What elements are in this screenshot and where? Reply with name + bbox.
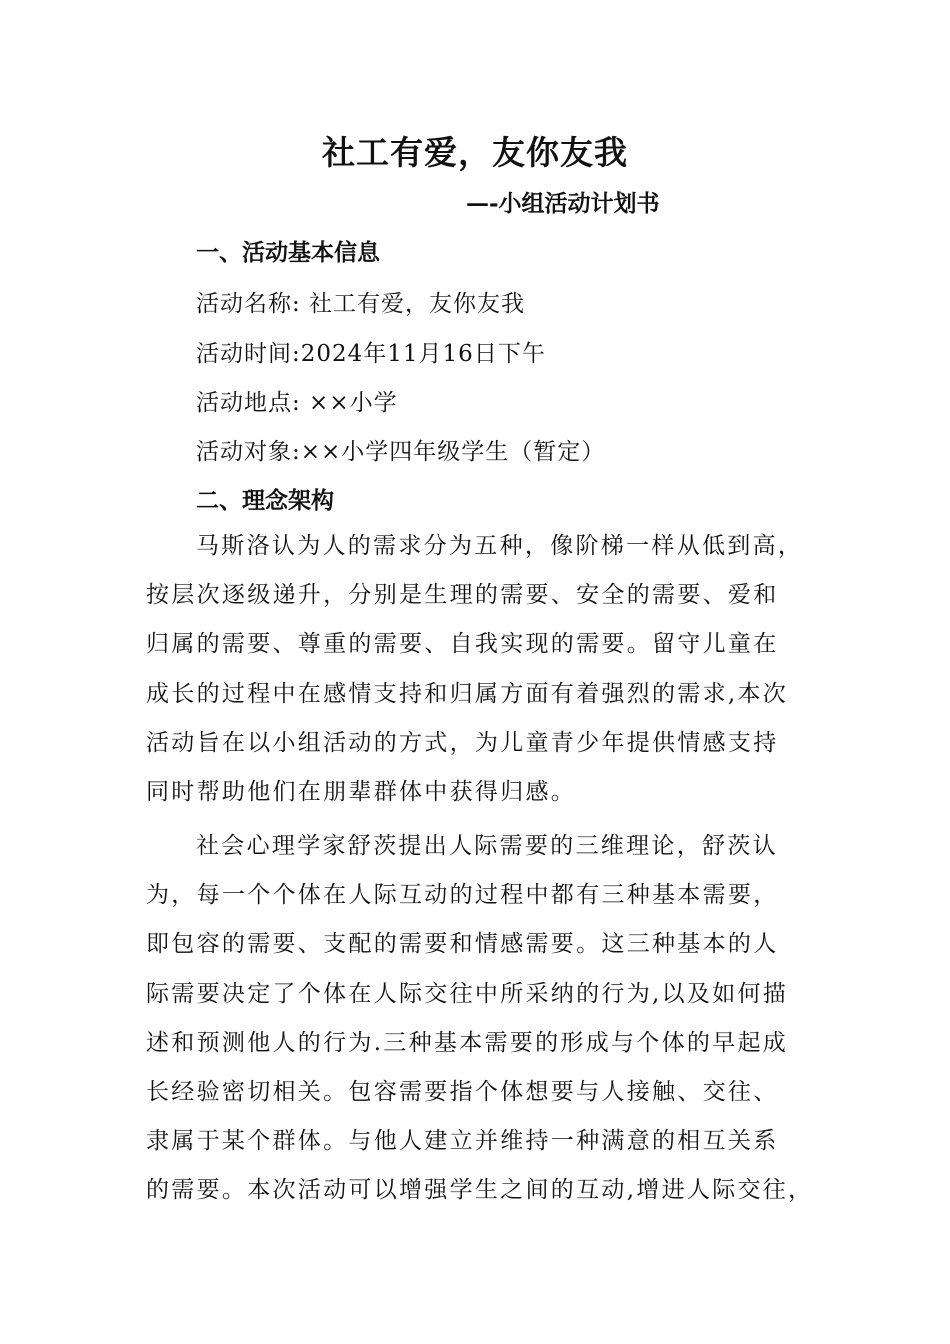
paragraph-line: 述和预测他人的行为.三种基本需要的形成与个体的早起成 [146, 1029, 789, 1056]
section-heading-basic-info: 一、活动基本信息 [196, 240, 380, 266]
paragraph-line: 归属的需要、尊重的需要、自我实现的需要。留守儿童在 [146, 631, 779, 658]
paragraph-line: 隶属于某个群体。与他人建立并维持一种满意的相互关系 [146, 1128, 779, 1155]
paragraph-line: 长经验密切相关。包容需要指个体想要与人接触、交往、 [146, 1078, 779, 1105]
document-title: 社工有爱，友你友我 [322, 133, 628, 172]
paragraph-line: 同时帮助他们在朋辈群体中获得归感。 [146, 778, 577, 805]
paragraph-line: 即包容的需要、支配的需要和情感需要。这三种基本的人 [146, 931, 779, 958]
paragraph-line: 的需要。本次活动可以增强学生之间的互动,增进人际交往， [146, 1177, 814, 1204]
paragraph-line: 社会心理学家舒茨提出人际需要的三维理论，舒茨认 [196, 833, 778, 859]
document-subtitle: —-小组活动计划书 [466, 190, 660, 217]
info-activity-time: 活动时间:2024年11月16日下午 [196, 341, 546, 367]
paragraph-line: 按层次逐级递升，分别是生理的需要、安全的需要、爱和 [146, 582, 779, 609]
paragraph-schutz [146, 822, 822, 1216]
paragraph-line: 际需要决定了个体在人际交往中所采纳的行为,以及如何描 [146, 980, 789, 1007]
info-activity-location: 活动地点: ××小学 [196, 390, 398, 416]
paragraph-line: 成长的过程中在感情支持和归属方面有着强烈的需求,本次 [146, 680, 789, 707]
paragraph-line: 活动旨在以小组活动的方式，为儿童青少年提供情感支持 [146, 729, 779, 756]
paragraph-line: 为，每一个个体在人际互动的过程中都有三种基本需要， [146, 882, 779, 909]
info-activity-target: 活动对象:××小学四年级学生（暂定） [196, 439, 606, 465]
paragraph-line: 马斯洛认为人的需求分为五种，像阶梯一样从低到高， [196, 533, 804, 559]
section-heading-concept: 二、理念架构 [196, 488, 334, 514]
paragraph-maslow [146, 522, 822, 817]
info-activity-name: 活动名称: 社工有爱，友你友我 [196, 291, 526, 317]
